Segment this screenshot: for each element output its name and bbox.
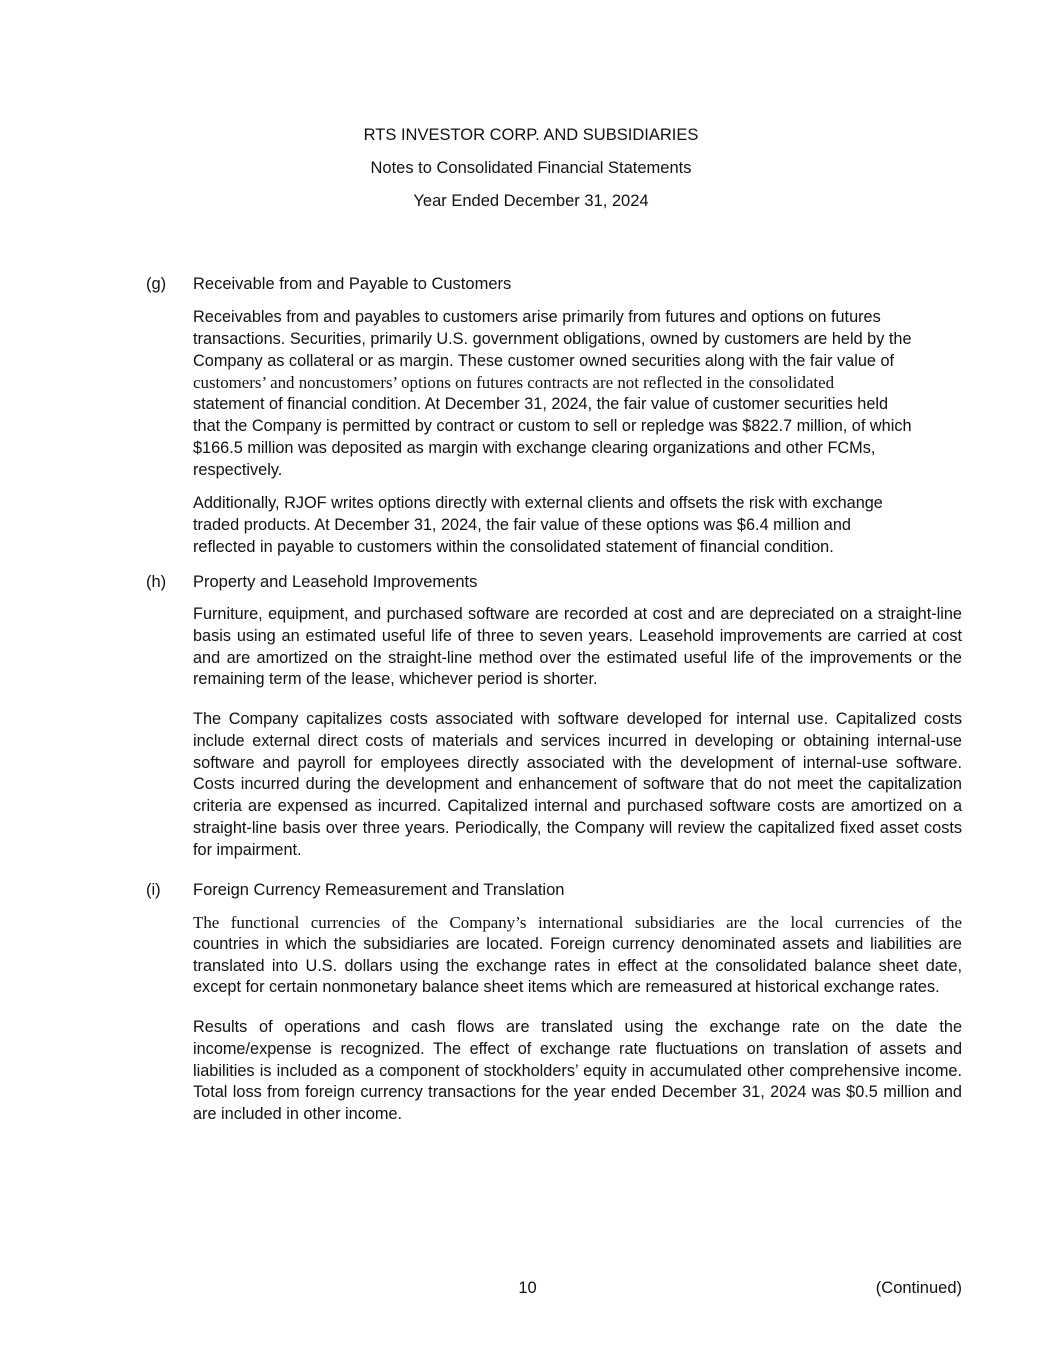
reporting-period: Year Ended December 31, 2024 <box>413 192 649 210</box>
paragraph-line: Company as collateral or as margin. These customer owned securities along with the fair value of <box>193 351 895 370</box>
section-h-paragraph-2: The Company capitalizes costs associated with software developed for internal use. Capitalized costs include external direct costs of materials and services incurred in developing or obtaining internal-use software and payroll for employees directly associated with the development of internal-use software. Costs incurred during the development and enhancement of software that do not meet the capitalization criteria are expensed as incurred. Capitalized internal and purchased software costs are amortized on a straight-line basis over three years. Periodically, the Company will review the capitalized fixed asset costs for impairment. <box>193 710 962 859</box>
page-number: 10 <box>518 1279 537 1297</box>
company-name-header: RTS INVESTOR CORP. AND SUBSIDIARIES <box>363 126 699 144</box>
paragraph-line: reflected in payable to customers within the consolidated statement of financial condition. <box>193 537 834 556</box>
paragraph-line: traded products. At December 31, 2024, the fair value of these options was $6.4 million and <box>193 515 851 534</box>
document-subtitle: Notes to Consolidated Financial Statements <box>370 159 692 177</box>
paragraph-line: respectively. <box>193 460 283 479</box>
section-h-letter: (h) <box>146 573 167 591</box>
section-i-title: Foreign Currency Remeasurement and Translation <box>193 881 565 899</box>
continued-label: (Continued) <box>875 1279 962 1297</box>
paragraph-line: Additionally, RJOF writes options directly with external clients and offsets the risk with exchange <box>193 494 883 512</box>
paragraph-rest: countries in which the subsidiaries are located. Foreign currency denominated assets and liabilities are translated into U.S. dollars using the exchange rates in effect at the consolidated balance sheet date, except for certain nonmonetary balance sheet items which are remeasured at historical exchange rates. <box>193 934 962 997</box>
paragraph-line: statement of financial condition. At December 31, 2024, the fair value of customer securities held <box>193 395 889 414</box>
paragraph-line: The functional currencies of the Company’s international subsidiaries are the local currencies of the <box>193 913 962 932</box>
paragraph-line: customers’ and noncustomers’ options on futures contracts are not reflected in the consolidated <box>193 373 835 393</box>
paragraph-line: $166.5 million was deposited as margin with exchange clearing organizations and other FCMs, <box>193 438 876 457</box>
section-i-paragraph-2: Results of operations and cash flows are translated using the exchange rate on the date the income/expense is recognized. The effect of exchange rate fluctuations on translation of assets and liabilities is included as a component of stockholders’ equity in accumulated other comprehensive income. Total loss from foreign currency transactions for the year ended December 31, 2024 was $0.5 million and are included in other income. <box>193 1018 962 1124</box>
section-g-paragraph-1 <box>193 307 962 481</box>
section-g-paragraph-2 <box>193 493 962 558</box>
section-i-paragraph-1 <box>193 912 962 999</box>
section-i-letter: (i) <box>146 881 161 899</box>
paragraph-line: that the Company is permitted by contract or custom to sell or repledge was $822.7 million, of which <box>193 416 912 435</box>
section-g-title: Receivable from and Payable to Customers <box>193 275 512 293</box>
section-h-paragraph-1: Furniture, equipment, and purchased software are recorded at cost and are depreciated on a straight-line basis using an estimated useful life of three to seven years. Leasehold improvements are carried at cost and are amortized on the straight-line method over the estimated useful life of the improvements or the remaining term of the lease, whichever period is shorter. <box>193 605 962 689</box>
section-g-letter: (g) <box>146 275 167 293</box>
paragraph-line: transactions. Securities, primarily U.S. government obligations, owned by customers are held by the <box>193 329 912 348</box>
section-h-title: Property and Leasehold Improvements <box>193 573 478 591</box>
paragraph-line: Receivables from and payables to customers arise primarily from futures and options on futures <box>193 308 881 326</box>
